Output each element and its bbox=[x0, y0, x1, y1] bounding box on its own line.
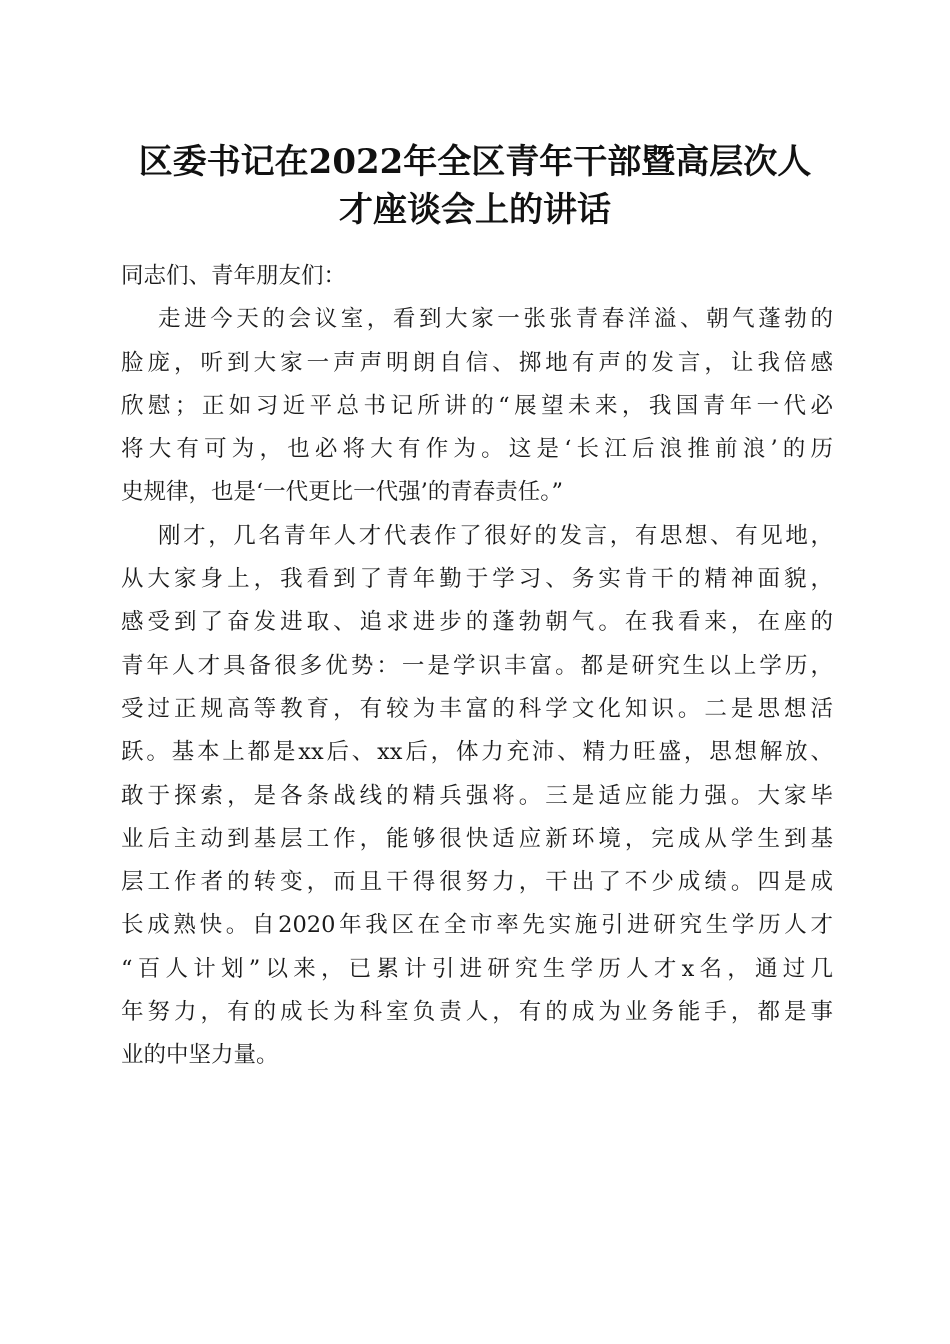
paragraph-line: 层工作者的转变，而且干得很努力，干出了不少成绩。四是成 bbox=[121, 869, 833, 896]
paragraph-line: 史规律，也是‘一代更比一代强’的青春责任。” bbox=[121, 479, 564, 506]
paragraph-1 bbox=[121, 298, 833, 514]
paragraph-line: 青年人才具备很多优势：一是学识丰富。都是研究生以上学历， bbox=[121, 652, 833, 679]
paragraph-line: 业的中坚力量。 bbox=[121, 1042, 279, 1069]
document-title bbox=[100, 138, 850, 234]
paragraph-line: 受过正规高等教育，有较为丰富的科学文化知识。二是思想活 bbox=[121, 695, 833, 722]
document-body bbox=[121, 255, 833, 1078]
paragraph-line: 脸庞，听到大家一声声明朗自信、掷地有声的发言，让我倍感 bbox=[121, 349, 833, 376]
paragraph-line: 敢于探索，是各条战线的精兵强将。三是适应能力强。大家毕 bbox=[121, 782, 833, 809]
paragraph-line: 年努力，有的成长为科室负责人，有的成为业务能手，都是事 bbox=[121, 999, 833, 1026]
paragraph-line: “百人计划”以来，已累计引进研究生学历人才x名，通过几 bbox=[121, 955, 833, 982]
paragraph-line: 长成熟快。自2020年我区在全市率先实施引进研究生学历人才 bbox=[121, 912, 833, 939]
paragraph-line: 跃。基本上都是xx后、xx后，体力充沛、精力旺盛，思想解放、 bbox=[121, 739, 833, 766]
paragraph-line: 从大家身上，我看到了青年勤于学习、务实肯干的精神面貌， bbox=[121, 566, 833, 593]
paragraph-line: 将大有可为，也必将大有作为。这是‘长江后浪推前浪’的历 bbox=[121, 436, 833, 463]
title-line-1: 区委书记在2022年全区青年干部暨高层次人 bbox=[138, 142, 812, 182]
paragraph-line: 走进今天的会议室，看到大家一张张青春洋溢、朝气蓬勃的 bbox=[158, 306, 833, 333]
paragraph-line: 业后主动到基层工作，能够很快适应新环境，完成从学生到基 bbox=[121, 825, 833, 852]
paragraph-2 bbox=[121, 515, 833, 1078]
paragraph-line: 欣慰；正如习近平总书记所讲的“展望未来，我国青年一代必 bbox=[121, 392, 833, 419]
paragraph-line: 感受到了奋发进取、追求进步的蓬勃朝气。在我看来，在座的 bbox=[121, 609, 833, 636]
paragraph-line: 刚才，几名青年人才代表作了很好的发言，有思想、有见地， bbox=[158, 522, 833, 549]
title-line-2: 才座谈会上的讲话 bbox=[339, 190, 611, 230]
salutation: 同志们、青年朋友们： bbox=[121, 263, 347, 289]
